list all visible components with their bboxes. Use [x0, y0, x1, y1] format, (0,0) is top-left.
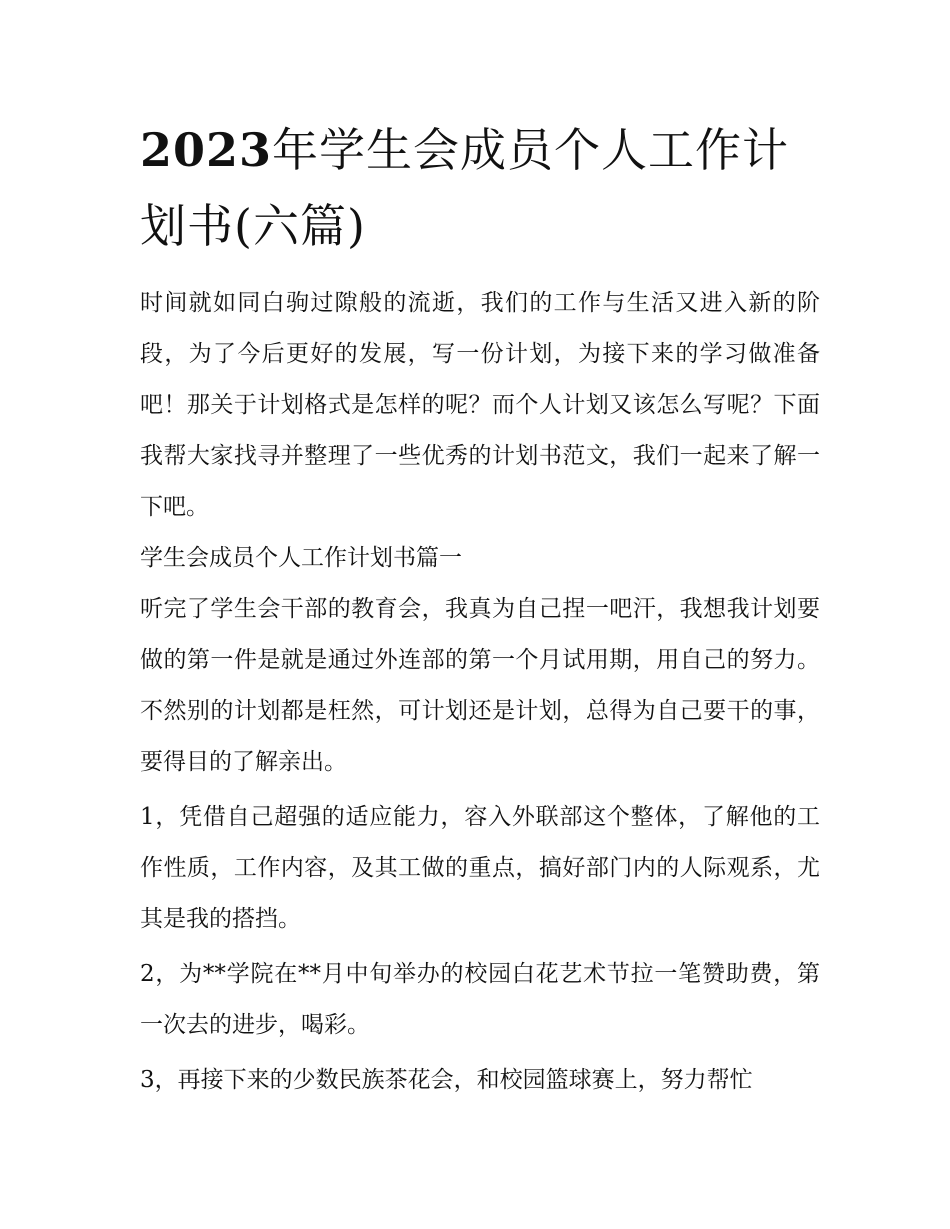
numbered-item-2: 2，为**学院在**月中旬举办的校园白花艺术节拉一笔赞助费，第一次去的进步，喝彩。	[140, 961, 820, 1038]
document-title	[140, 112, 820, 264]
document-content	[140, 112, 820, 1106]
body-paragraph: 听完了学生会干部的教育会，我真为自己捏一吧汗，我想我计划要做的第一件是就是通过外连部的第一个月试用期，用自己的努力。不然别的计划都是枉然，可计划还是计划，总得为自己要干的事，要得目的了解亲出。	[140, 596, 820, 775]
intro-paragraph: 时间就如同白驹过隙般的流逝，我们的工作与生活又进入新的阶段，为了今后更好的发展，写一份计划，为接下来的学习做准备吧！那关于计划格式是怎样的呢？而个人计划又该怎么写呢？下面我帮大家找寻并整理了一些优秀的计划书范文，我们一起来了解一下吧。	[140, 290, 820, 520]
document-body	[140, 278, 820, 1106]
numbered-item-3: 3，再接下来的少数民族茶花会，和校园篮球赛上，努力帮忙	[140, 1067, 753, 1093]
title-text: 年学生会成员个人工作计划书(六篇)	[140, 123, 790, 253]
numbered-item-1: 1，凭借自己超强的适应能力，容入外联部这个整体，了解他的工作性质，工作内容，及其工做的重点，搞好部门内的人际观系，尤其是我的搭挡。	[140, 804, 820, 932]
section-heading: 学生会成员个人工作计划书篇一	[140, 545, 462, 571]
title-year: 2023	[140, 123, 273, 177]
